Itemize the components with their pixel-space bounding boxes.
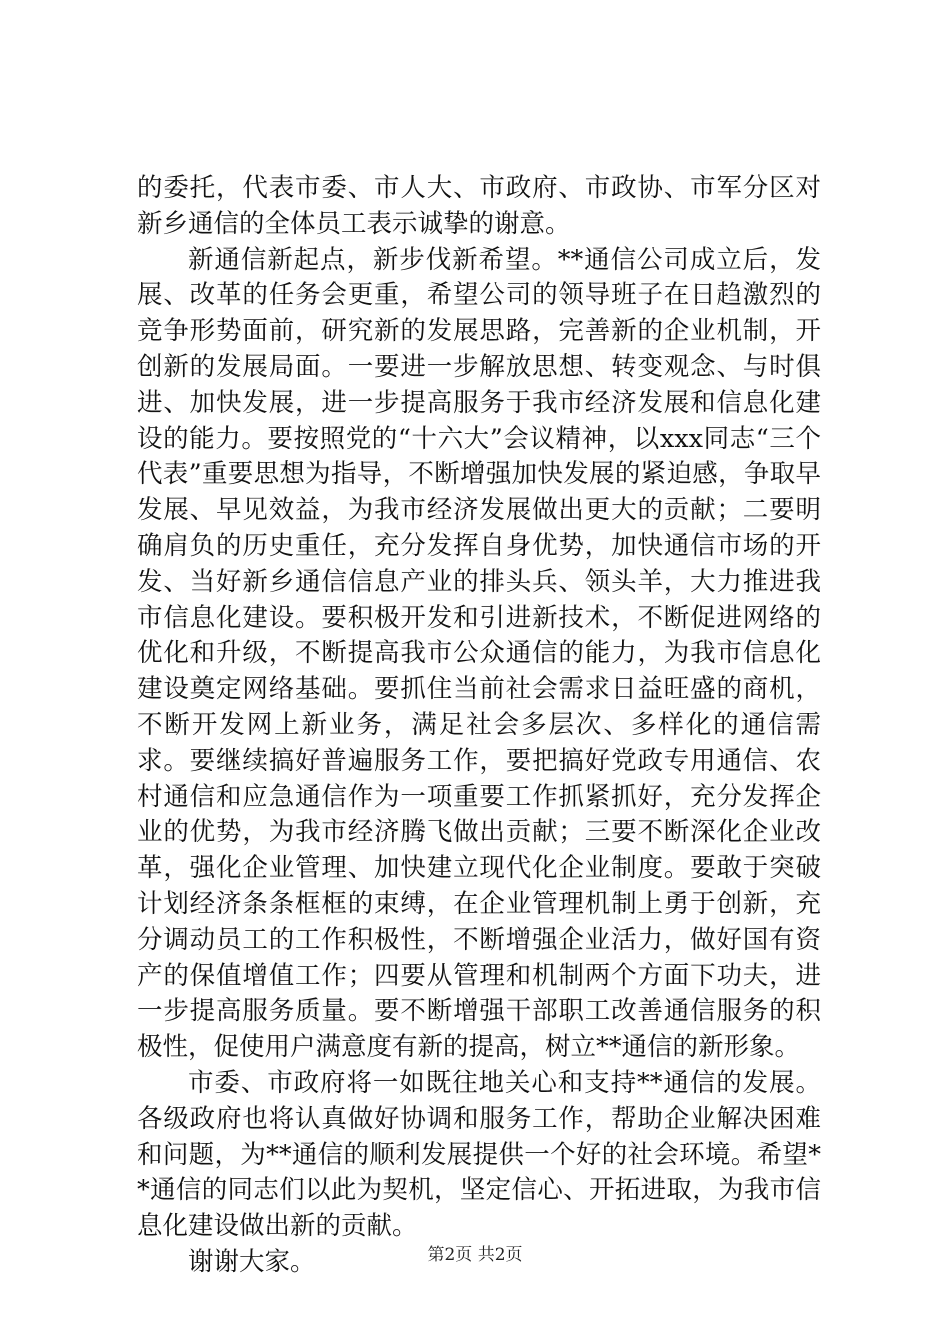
paragraph-new-start: 新通信新起点，新步伐新希望。**通信公司成立后，发展、改革的任务会更重，希望公司的领导班子在日趋激烈的竞争形势面前，研究新的发展思路，完善新的企业机制，开创新的发展局面。一要进一步解放思想、转变观念、与时俱进、加快发展，进一步提高服务于我市经济发展和信息化建设的能力。要按照党的“十六大”会议精神，以xxx同志“三个代表”重要思想为指导，不断增强加快发展的紧迫感，争取早发展、早见效益，为我市经济发展做出更大的贡献；二要明确肩负的历史重任，充分发挥自身优势，加快通信市场的开发、当好新乡通信信息产业的排头兵、领头羊，大力推进我市信息化建设。要积极开发和引进新技术，不断促进网络的优化和升级，不断提高我市公众通信的能力，为我市信息化建设奠定网络基础。要抓住当前社会需求日益旺盛的商机，不断开发网上新业务，满足社会多层次、多样化的通信需求。要继续搞好普遍服务工作，要把搞好党政专用通信、农村通信和应急通信作为一项重要工作抓紧抓好，充分发挥企业的优势，为我市经济腾飞做出贡献；三要不断深化企业改革，强化企业管理、加快建立现代化企业制度。要敢于突破计划经济条条框框的束缚，在企业管理机制上勇于创新，充分调动员工的工作积极性，不断增强企业活力，做好国有资产的保值增值工作；四要从管理和机制两个方面下功夫，进一步提高服务质量。要不断增强干部职工改善通信服务的积极性，促使用户满意度有新的提高，树立**通信的新形象。 [137, 244, 821, 1063]
paragraph-support: 市委、市政府将一如既往地关心和支持**通信的发展。各级政府也将认真做好协调和服务工作，帮助企业解决困难和问题，为**通信的顺利发展提供一个好的社会环境。希望**通信的同志们以此为契机，坚定信心、开拓进取，为我市信息化建设做出新的贡献。 [137, 1067, 821, 1242]
document-body [137, 171, 821, 1281]
paragraph-continuation: 的委托，代表市委、市人大、市政府、市政协、市军分区对新乡通信的全体员工表示诚挚的谢意。 [137, 173, 821, 239]
paragraph-thanks: 谢谢大家。 [188, 1246, 316, 1277]
page-number-footer: 第2页 共2页 [427, 1245, 523, 1265]
